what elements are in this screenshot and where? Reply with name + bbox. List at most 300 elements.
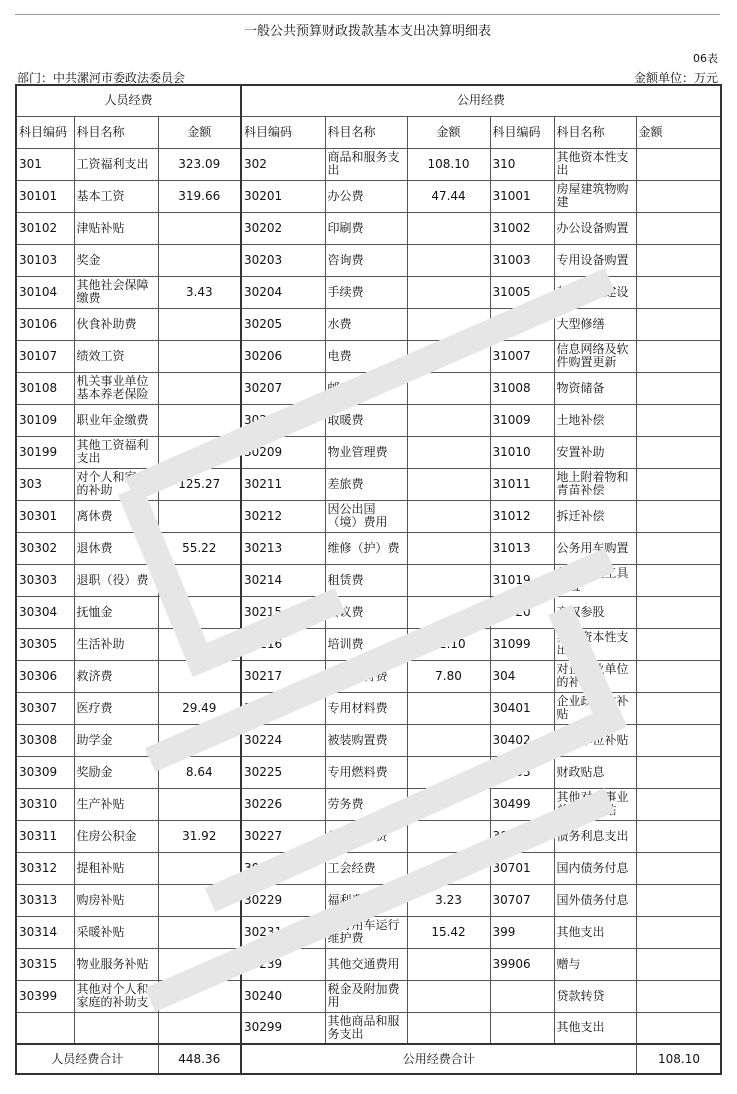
table-row <box>16 564 721 596</box>
capital-name-cell: 贷款转贷 <box>554 980 636 1012</box>
personnel-code-cell: 30104 <box>16 276 74 308</box>
personnel-code-cell: 30302 <box>16 532 74 564</box>
public-amount-cell: 15.42 <box>407 916 490 948</box>
amount-unit-label: 金额单位：万元 <box>633 71 718 85</box>
table-row <box>16 1012 721 1044</box>
public-code-cell: 30215 <box>241 596 325 628</box>
public-code-cell: 30207 <box>241 372 325 404</box>
personnel-amount-cell <box>158 436 241 468</box>
public-amount-cell <box>407 468 490 500</box>
capital-amount-cell <box>636 596 721 628</box>
personnel-name-cell: 退休费 <box>74 532 158 564</box>
public-code-cell: 30216 <box>241 628 325 660</box>
personnel-name-cell: 基本工资 <box>74 180 158 212</box>
public-code-cell: 30211 <box>241 468 325 500</box>
personnel-amount-cell: 8.64 <box>158 756 241 788</box>
capital-code-cell: 31002 <box>490 212 554 244</box>
personnel-amount-cell <box>158 244 241 276</box>
capital-code-cell: 31006 <box>490 308 554 340</box>
capital-amount-cell <box>636 404 721 436</box>
public-name-cell: 被装购置费 <box>325 724 407 756</box>
capital-name-cell: 其他交通工具购置 <box>554 564 636 596</box>
public-amount-cell <box>407 980 490 1012</box>
personnel-amount-cell <box>158 852 241 884</box>
personnel-name-cell: 助学金 <box>74 724 158 756</box>
public-name-cell: 取暖费 <box>325 404 407 436</box>
personnel-amount-cell <box>158 980 241 1012</box>
public-name-cell: 其他商品和服务支出 <box>325 1012 407 1044</box>
table-row <box>16 628 721 660</box>
table-row <box>16 692 721 724</box>
public-name-cell: 因公出国（境）费用 <box>325 500 407 532</box>
public-code-cell: 30239 <box>241 948 325 980</box>
capital-amount-cell <box>636 948 721 980</box>
table-row <box>16 852 721 884</box>
public-amount-cell <box>407 436 490 468</box>
capital-code-cell: 31009 <box>490 404 554 436</box>
personnel-code-cell: 30312 <box>16 852 74 884</box>
capital-code-cell: 31020 <box>490 596 554 628</box>
capital-name-cell: 其他对企事业单位的补贴 <box>554 788 636 820</box>
table-row <box>16 532 721 564</box>
capital-code-cell: 30403 <box>490 756 554 788</box>
capital-amount-cell <box>636 180 721 212</box>
capital-code-cell: 307 <box>490 820 554 852</box>
public-amount-cell <box>407 596 490 628</box>
capital-name-cell: 事业单位补贴 <box>554 724 636 756</box>
table-row <box>16 948 721 980</box>
personnel-total-label: 人员经费合计 <box>16 1044 158 1074</box>
table-row <box>16 500 721 532</box>
personnel-amount-cell <box>158 628 241 660</box>
table-row <box>16 980 721 1012</box>
public-amount-cell <box>407 948 490 980</box>
personnel-code-cell: 30108 <box>16 372 74 404</box>
public-total-value: 108.10 <box>636 1044 721 1074</box>
personnel-amount-cell: 319.66 <box>158 180 241 212</box>
public-name-cell: 公务接待费 <box>325 660 407 692</box>
personnel-code-cell: 30308 <box>16 724 74 756</box>
capital-name-cell: 财政贴息 <box>554 756 636 788</box>
public-total-label: 公用经费合计 <box>241 1044 636 1074</box>
capital-code-cell: 31003 <box>490 244 554 276</box>
public-code-cell: 30218 <box>241 692 325 724</box>
table-row <box>16 884 721 916</box>
public-code-cell: 30205 <box>241 308 325 340</box>
personnel-code-cell: 30101 <box>16 180 74 212</box>
public-name-cell: 物业管理费 <box>325 436 407 468</box>
capital-amount-cell <box>636 564 721 596</box>
personnel-name-cell: 住房公积金 <box>74 820 158 852</box>
public-name-cell: 培训费 <box>325 628 407 660</box>
table-row <box>16 148 721 180</box>
personnel-name-cell: 救济费 <box>74 660 158 692</box>
capital-name-cell: 办公设备购置 <box>554 212 636 244</box>
capital-name-cell: 房屋建筑物购建 <box>554 180 636 212</box>
personnel-code-cell: 30314 <box>16 916 74 948</box>
capital-code-cell: 31099 <box>490 628 554 660</box>
table-row <box>16 244 721 276</box>
form-number: 06表 <box>693 52 718 65</box>
capital-amount-cell <box>636 884 721 916</box>
public-amount-cell: 7.80 <box>407 660 490 692</box>
public-amount-cell <box>407 276 490 308</box>
public-name-cell: 手续费 <box>325 276 407 308</box>
capital-amount-cell <box>636 340 721 372</box>
capital-name-cell: 地上附着物和青苗补偿 <box>554 468 636 500</box>
personnel-code-cell: 30313 <box>16 884 74 916</box>
public-amount-cell <box>407 212 490 244</box>
personnel-name-cell: 津贴补贴 <box>74 212 158 244</box>
capital-code-cell: 30701 <box>490 852 554 884</box>
public-code-cell: 30203 <box>241 244 325 276</box>
public-amount-cell: 3.23 <box>407 884 490 916</box>
public-code-cell: 30225 <box>241 756 325 788</box>
capital-code-cell: 30707 <box>490 884 554 916</box>
public-amount-cell <box>407 820 490 852</box>
public-amount-cell <box>407 308 490 340</box>
capital-code-cell: 39906 <box>490 948 554 980</box>
personnel-name-cell: 退职（役）费 <box>74 564 158 596</box>
public-name-cell: 商品和服务支出 <box>325 148 407 180</box>
capital-name-cell: 国外债务付息 <box>554 884 636 916</box>
public-name-cell: 印刷费 <box>325 212 407 244</box>
public-name-cell: 专用燃料费 <box>325 756 407 788</box>
public-code-cell: 30299 <box>241 1012 325 1044</box>
public-name-cell: 水费 <box>325 308 407 340</box>
table-row <box>16 180 721 212</box>
capital-name-cell: 对企事业单位的补贴 <box>554 660 636 692</box>
capital-amount-cell <box>636 980 721 1012</box>
capital-code-cell: 31007 <box>490 340 554 372</box>
personnel-amount-cell <box>158 404 241 436</box>
col-header-code: 科目编码 <box>16 116 74 148</box>
col-header-name: 科目名称 <box>74 116 158 148</box>
personnel-name-cell: 提租补贴 <box>74 852 158 884</box>
personnel-code-cell: 30305 <box>16 628 74 660</box>
capital-code-cell: 31011 <box>490 468 554 500</box>
personnel-name-cell: 对个人和家庭的补助 <box>74 468 158 500</box>
table-row <box>16 212 721 244</box>
public-amount-cell <box>407 404 490 436</box>
public-name-cell: 工会经费 <box>325 852 407 884</box>
capital-code-cell <box>490 1012 554 1044</box>
capital-code-cell <box>490 980 554 1012</box>
public-amount-cell <box>407 724 490 756</box>
personnel-name-cell: 职业年金缴费 <box>74 404 158 436</box>
table-row <box>16 404 721 436</box>
personnel-name-cell: 奖励金 <box>74 756 158 788</box>
section-personnel: 人员经费 <box>16 85 241 116</box>
personnel-name-cell: 其他工资福利支出 <box>74 436 158 468</box>
table-row <box>16 788 721 820</box>
personnel-name-cell: 医疗费 <box>74 692 158 724</box>
capital-code-cell: 31008 <box>490 372 554 404</box>
personnel-amount-cell: 29.49 <box>158 692 241 724</box>
capital-name-cell: 安置补助 <box>554 436 636 468</box>
public-code-cell: 30228 <box>241 852 325 884</box>
personnel-amount-cell <box>158 916 241 948</box>
capital-name-cell: 债务利息支出 <box>554 820 636 852</box>
public-code-cell: 30229 <box>241 884 325 916</box>
table-row <box>16 820 721 852</box>
capital-amount-cell <box>636 308 721 340</box>
public-amount-cell: 6.79 <box>407 340 490 372</box>
capital-name-cell: 公务用车购置 <box>554 532 636 564</box>
personnel-name-cell: 抚恤金 <box>74 596 158 628</box>
personnel-name-cell: 伙食补助费 <box>74 308 158 340</box>
personnel-amount-cell <box>158 212 241 244</box>
public-name-cell: 办公费 <box>325 180 407 212</box>
personnel-amount-cell: 55.22 <box>158 532 241 564</box>
personnel-code-cell: 30301 <box>16 500 74 532</box>
personnel-name-cell: 奖金 <box>74 244 158 276</box>
capital-code-cell: 310 <box>490 148 554 180</box>
capital-name-cell: 其他支出 <box>554 916 636 948</box>
personnel-code-cell: 30399 <box>16 980 74 1012</box>
personnel-name-cell: 生产补贴 <box>74 788 158 820</box>
personnel-amount-cell: 3.43 <box>158 276 241 308</box>
col-header-code: 科目编码 <box>490 116 554 148</box>
personnel-amount-cell: 125.27 <box>158 468 241 500</box>
public-amount-cell <box>407 1012 490 1044</box>
public-amount-cell: 22.10 <box>407 628 490 660</box>
public-code-cell: 30204 <box>241 276 325 308</box>
col-header-amount: 金额 <box>158 116 241 148</box>
public-name-cell: 公务用车运行维护费 <box>325 916 407 948</box>
public-name-cell: 税金及附加费用 <box>325 980 407 1012</box>
public-amount-cell: 108.10 <box>407 148 490 180</box>
personnel-code-cell: 30103 <box>16 244 74 276</box>
capital-name-cell: 其他资本性支出 <box>554 148 636 180</box>
capital-name-cell: 物资储备 <box>554 372 636 404</box>
capital-name-cell: 大型修缮 <box>554 308 636 340</box>
personnel-name-cell: 其他对个人和家庭的补助支 <box>74 980 158 1012</box>
capital-code-cell: 31019 <box>490 564 554 596</box>
capital-amount-cell <box>636 660 721 692</box>
capital-code-cell: 30402 <box>490 724 554 756</box>
column-header-row <box>16 116 721 148</box>
personnel-amount-cell <box>158 596 241 628</box>
public-name-cell: 福利费 <box>325 884 407 916</box>
public-amount-cell <box>407 532 490 564</box>
capital-amount-cell <box>636 916 721 948</box>
personnel-code-cell: 30307 <box>16 692 74 724</box>
capital-amount-cell <box>636 1012 721 1044</box>
public-code-cell: 30212 <box>241 500 325 532</box>
public-name-cell: 委托业务费 <box>325 820 407 852</box>
capital-name-cell: 其他资本性支出 <box>554 628 636 660</box>
table-row <box>16 308 721 340</box>
capital-amount-cell <box>636 724 721 756</box>
capital-name-cell: 信息网络及软件购置更新 <box>554 340 636 372</box>
public-amount-cell <box>407 788 490 820</box>
public-amount-cell <box>407 564 490 596</box>
capital-name-cell: 其他支出 <box>554 1012 636 1044</box>
capital-code-cell: 304 <box>490 660 554 692</box>
personnel-name-cell: 工资福利支出 <box>74 148 158 180</box>
personnel-amount-cell: 31.92 <box>158 820 241 852</box>
public-name-cell: 租赁费 <box>325 564 407 596</box>
capital-name-cell: 产权参股 <box>554 596 636 628</box>
capital-amount-cell <box>636 436 721 468</box>
personnel-amount-cell <box>158 340 241 372</box>
capital-amount-cell <box>636 212 721 244</box>
personnel-name-cell: 购房补贴 <box>74 884 158 916</box>
table-row <box>16 660 721 692</box>
col-header-name: 科目名称 <box>325 116 407 148</box>
personnel-total-value: 448.36 <box>158 1044 241 1074</box>
public-name-cell: 维修（护）费 <box>325 532 407 564</box>
public-code-cell: 30202 <box>241 212 325 244</box>
personnel-amount-cell <box>158 660 241 692</box>
public-code-cell: 30240 <box>241 980 325 1012</box>
public-amount-cell: 47.44 <box>407 180 490 212</box>
personnel-name-cell <box>74 1012 158 1044</box>
personnel-amount-cell <box>158 788 241 820</box>
public-amount-cell <box>407 244 490 276</box>
section-public: 公用经费 <box>241 85 721 116</box>
personnel-name-cell: 其他社会保障缴费 <box>74 276 158 308</box>
totals-row <box>16 1044 721 1074</box>
public-code-cell: 30227 <box>241 820 325 852</box>
personnel-code-cell: 30303 <box>16 564 74 596</box>
personnel-amount-cell: 323.09 <box>158 148 241 180</box>
capital-amount-cell <box>636 692 721 724</box>
capital-amount-cell <box>636 532 721 564</box>
capital-amount-cell <box>636 820 721 852</box>
personnel-code-cell: 301 <box>16 148 74 180</box>
capital-amount-cell <box>636 244 721 276</box>
personnel-code-cell: 30311 <box>16 820 74 852</box>
public-name-cell: 其他交通费用 <box>325 948 407 980</box>
public-code-cell: 302 <box>241 148 325 180</box>
capital-name-cell: 赠与 <box>554 948 636 980</box>
personnel-name-cell: 物业服务补贴 <box>74 948 158 980</box>
table-row <box>16 276 721 308</box>
public-code-cell: 30224 <box>241 724 325 756</box>
capital-amount-cell <box>636 628 721 660</box>
personnel-code-cell: 30310 <box>16 788 74 820</box>
personnel-amount-cell <box>158 308 241 340</box>
table-row <box>16 916 721 948</box>
personnel-code-cell: 30109 <box>16 404 74 436</box>
capital-name-cell: 基础设施建设 <box>554 276 636 308</box>
capital-amount-cell <box>636 468 721 500</box>
capital-amount-cell <box>636 756 721 788</box>
table-row <box>16 724 721 756</box>
public-name-cell: 邮电费 <box>325 372 407 404</box>
public-code-cell: 30213 <box>241 532 325 564</box>
public-name-cell: 专用材料费 <box>325 692 407 724</box>
personnel-code-cell: 30315 <box>16 948 74 980</box>
report-title: 一般公共预算财政拨款基本支出决算明细表 <box>15 14 720 48</box>
personnel-name-cell: 绩效工资 <box>74 340 158 372</box>
personnel-code-cell: 30304 <box>16 596 74 628</box>
capital-amount-cell <box>636 852 721 884</box>
public-code-cell: 30206 <box>241 340 325 372</box>
personnel-code-cell: 30107 <box>16 340 74 372</box>
capital-name-cell: 企业政策性补贴 <box>554 692 636 724</box>
personnel-code-cell: 30106 <box>16 308 74 340</box>
capital-amount-cell <box>636 276 721 308</box>
personnel-name-cell: 离休费 <box>74 500 158 532</box>
capital-amount-cell <box>636 788 721 820</box>
capital-code-cell: 30401 <box>490 692 554 724</box>
public-amount-cell <box>407 692 490 724</box>
public-name-cell: 咨询费 <box>325 244 407 276</box>
personnel-name-cell: 生活补助 <box>74 628 158 660</box>
capital-code-cell: 31012 <box>490 500 554 532</box>
public-name-cell: 电费 <box>325 340 407 372</box>
public-code-cell: 30217 <box>241 660 325 692</box>
personnel-code-cell: 303 <box>16 468 74 500</box>
personnel-amount-cell <box>158 564 241 596</box>
capital-name-cell: 国内债务付息 <box>554 852 636 884</box>
personnel-amount-cell <box>158 372 241 404</box>
table-row <box>16 340 721 372</box>
capital-name-cell: 专用设备购置 <box>554 244 636 276</box>
personnel-amount-cell <box>158 724 241 756</box>
table-row <box>16 372 721 404</box>
table-row <box>16 596 721 628</box>
public-code-cell: 30208 <box>241 404 325 436</box>
personnel-code-cell: 30199 <box>16 436 74 468</box>
personnel-code-cell: 30102 <box>16 212 74 244</box>
personnel-amount-cell <box>158 500 241 532</box>
section-header-row <box>16 85 721 116</box>
capital-code-cell: 31013 <box>490 532 554 564</box>
personnel-code-cell: 30306 <box>16 660 74 692</box>
public-code-cell: 30209 <box>241 436 325 468</box>
public-code-cell: 30214 <box>241 564 325 596</box>
capital-code-cell: 31001 <box>490 180 554 212</box>
col-header-code: 科目编码 <box>241 116 325 148</box>
public-amount-cell <box>407 500 490 532</box>
personnel-code-cell: 30309 <box>16 756 74 788</box>
public-name-cell: 劳务费 <box>325 788 407 820</box>
public-name-cell: 会议费 <box>325 596 407 628</box>
table-row <box>16 756 721 788</box>
personnel-amount-cell <box>158 948 241 980</box>
public-amount-cell <box>407 372 490 404</box>
capital-amount-cell <box>636 372 721 404</box>
personnel-amount-cell <box>158 1012 241 1044</box>
department-label: 部门：中共漯河市委政法委员会 <box>17 71 186 85</box>
public-code-cell: 30231 <box>241 916 325 948</box>
personnel-amount-cell <box>158 884 241 916</box>
capital-code-cell: 30499 <box>490 788 554 820</box>
public-amount-cell: 5.32 <box>407 852 490 884</box>
capital-code-cell: 399 <box>490 916 554 948</box>
col-header-amount: 金额 <box>636 116 721 148</box>
personnel-code-cell <box>16 1012 74 1044</box>
col-header-name: 科目名称 <box>554 116 636 148</box>
public-name-cell: 差旅费 <box>325 468 407 500</box>
public-code-cell: 30201 <box>241 180 325 212</box>
capital-name-cell: 土地补偿 <box>554 404 636 436</box>
public-code-cell: 30226 <box>241 788 325 820</box>
public-amount-cell <box>407 756 490 788</box>
table-row <box>16 436 721 468</box>
capital-amount-cell <box>636 148 721 180</box>
expenditure-table <box>15 84 722 1075</box>
capital-code-cell: 31005 <box>490 276 554 308</box>
personnel-name-cell: 机关事业单位基本养老保险 <box>74 372 158 404</box>
table-row <box>16 468 721 500</box>
col-header-amount: 金额 <box>407 116 490 148</box>
personnel-name-cell: 采暖补贴 <box>74 916 158 948</box>
